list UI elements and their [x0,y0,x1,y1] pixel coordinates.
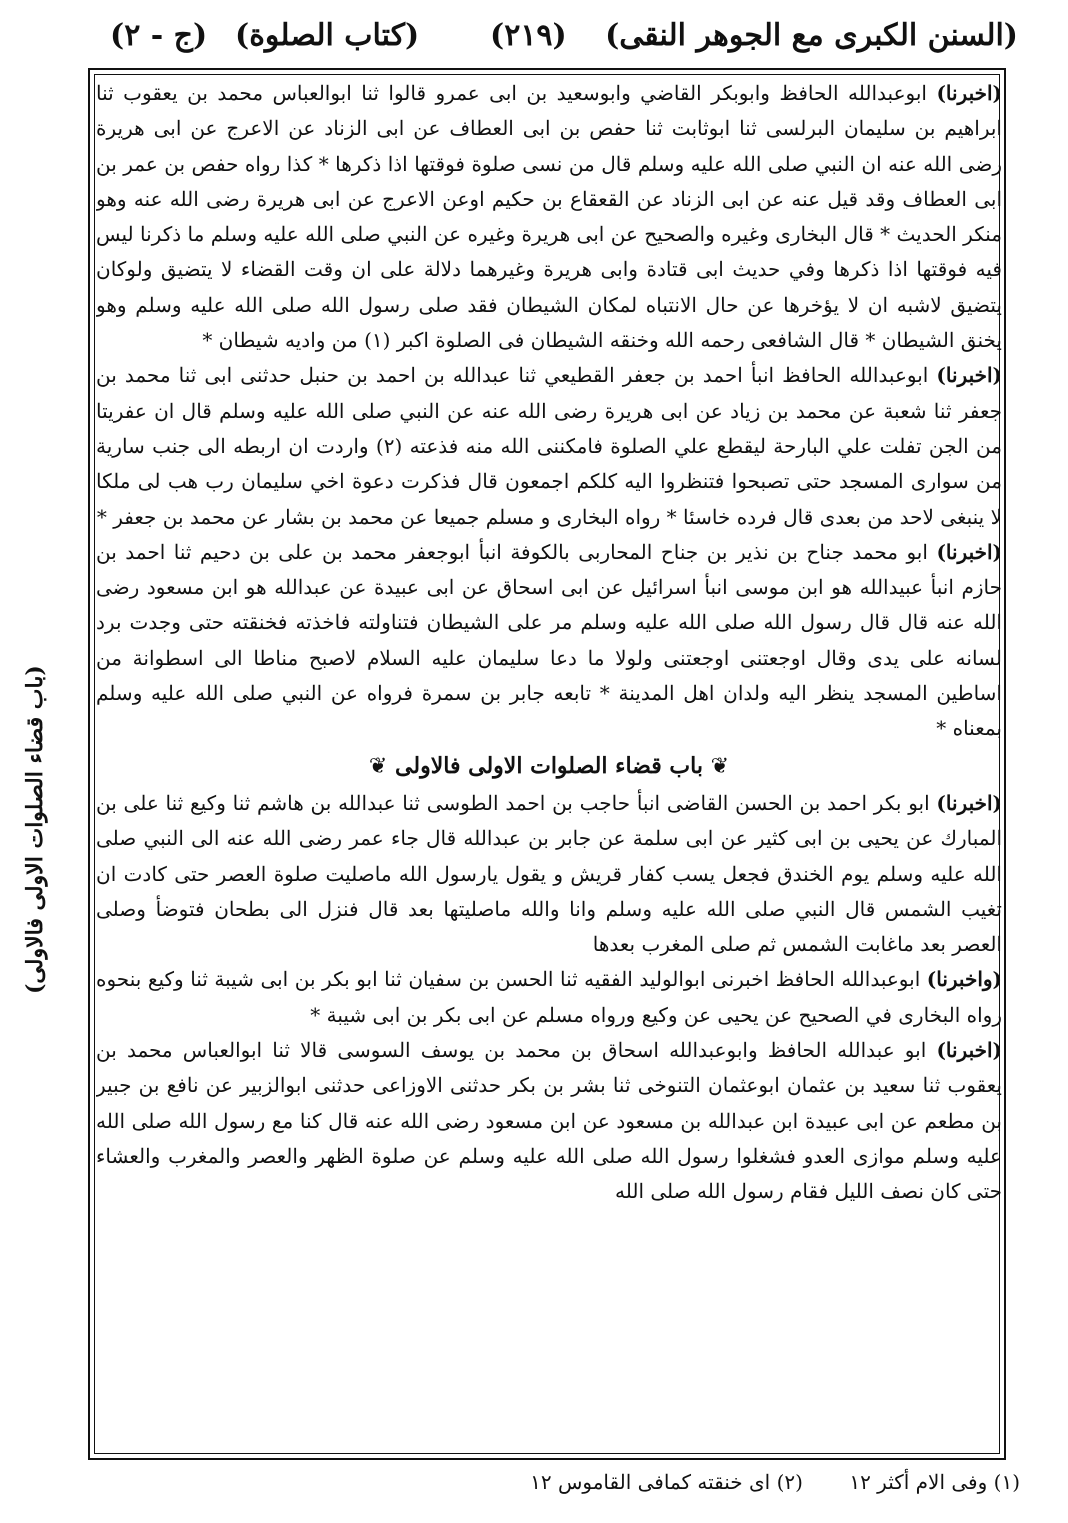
running-title: (السنن الكبرى مع الجوهر النقى) [605,18,1018,53]
ornament-left: ❦ [368,753,388,779]
main-text [96,76,1002,1456]
footnote: (١) وفى الام أكثر ١٢ [849,1470,1020,1494]
paragraph-text: ابو عبدالله الحافظ وابوعبدالله اسحاق بن محمد بن يوسف السوسى قالا ثنا ابوالعباس محمد بن يعقوب ثنا سعيد بن عثمان ابوعثمان التنوخى ثنا بشر بن بكر حدثنى الاوزاعى حدثنى ابوالزبير عن نافع بن جبير بن مطعم عن ابى عبيدة ابن عبدالله بن مسعود عن ابن مسعود رضى الله عنه قال كنا مع رسول الله صلى الله عليه وسلم موازى العدو فشغلوا رسول الله صلى الله عليه وسلم عن صلوة الظهر والعصر والمغرب والعشاء حتى كان نصف الليل فقام رسول الله صلى الله [96,1038,1002,1204]
side-margin-note: (باب قضاء الصلوات الاولى فالاولى) [22,665,48,995]
paragraph-lead: (اخبرنا) [936,363,1002,388]
paragraph-text: ابو محمد جناح بن نذير بن جناح المحاربى بالكوفة انبأ ابوجعفر محمد بن على بن دحيم ثنا احمد بن حازم انبأ عبيدالله هو ابن موسى انبأ اسرائيل عن ابى اسحاق عن ابى عبيدة عن عبدالله هو ابن مسعود رضى الله عنه قال قال رسول الله صلى الله عليه وسلم مر على الشيطان فتناولته فاخذته فخنقته حتى وجدت برد لسانه على يدى وقال اوجعتنى اوجعتنى ولولا ما دعا سليمان عليه السلام لاصبح مناطا الى اسطوانة من اساطين المسجد ينظر اليه ولدان اهل المدينة * تابعه جابر بن سمرة فرواه عن النبي صلى الله عليه وسلم بمعناه * [96,539,1002,741]
paragraph-lead: (واخبرنا) [926,967,1002,992]
paragraph-text: ابوعبدالله الحافظ اخبرنى ابوالوليد الفقيه ثنا الحسن بن سفيان ثنا ابو بكر بن ابى شيبة ثنا وكيع بنحوه رواه البخارى في الصحيح عن يحيى عن وكيع ورواه مسلم عن ابى بكر بن ابى شيبة * [96,967,1002,1027]
paragraph [96,962,1002,1033]
paragraph-lead: (اخبرنا) [936,790,1002,815]
paragraph [96,76,1002,358]
paragraph-lead: (اخبرنا) [936,1038,1002,1063]
paragraph-lead: (اخبرنا) [936,539,1002,564]
footnotes [80,1470,1020,1494]
paragraph-text: ابوعبدالله الحافظ وابوبكر القاضي وابوسعيد بن ابى عمرو قالوا ثنا ابوالعباس محمد بن يعقوب ثنا ابراهيم بن سليمان البرلسى ثنا ابوثابت ثنا حفص بن ابى العطاف عن ابى الزناد عن الاعرج عن ابى هريرة رضى الله عنه ان النبي صلى الله عليه وسلم قال من نسى صلوة فوقتها اذا ذكرها * كذا رواه حفص بن عمر بن ابى العطاف وقد قيل عنه عن ابى الزناد عن القعقاع بن حكيم اوعن الاعرج عن ابى هريرة رضى الله عنه وهو منكر الحديث * قال البخارى وغيره والصحيح عن ابى هريرة وغيره عن النبي صلى الله عليه وسلم ما ذكرنا ليس فيه فوقتها اذا ذكرها وفي حديث ابى قتادة وابى هريرة وغيرهما دلالة على ان وقت القضاء لا يتضيق ولوكان يتضيق لاشبه ان لا يؤخرها عن حال الانتباه لمكان الشيطان فقد صلى رسول الله صلى الله عليه وسلم وهو يخنق الشيطان * قال الشافعى رحمه الله وخنقه الشيطان فى الصلوة اكبر (١) من واديه شيطان * [96,81,1002,353]
chapter-heading [96,749,1002,784]
ornament-right: ❦ [710,753,730,779]
paragraph [96,1033,1002,1209]
chapter-heading-text: باب قضاء الصلوات الاولى فالاولى [395,752,703,779]
paragraph [96,786,1002,962]
volume-number: (ج - ٢) [110,18,208,53]
paragraph [96,358,1002,534]
paragraph-text: ابو بكر احمد بن الحسن القاضى انبأ حاجب بن احمد الطوسى ثنا عبدالله بن هاشم ثنا وكيع ثنا على بن المبارك عن يحيى بن ابى كثير عن ابى سلمة عن جابر بن عبدالله قال جاء عمر رضى الله عنه الى النبي صلى الله عليه وسلم يوم الخندق فجعل يسب كفار قريش و يقول يارسول الله ماصليت صلوة العصر حتى كادت ان تغيب الشمس قال النبي صلى الله عليه وسلم وانا والله ماصليتها بعد قال فنزل الى بطحان فتوضأ وصلى العصر بعد ماغابت الشمس ثم صلى المغرب بعدها [96,790,1002,957]
page-number: (٢١٩) [490,18,567,53]
footnote: (٢) اى خنقته كمافى القاموس ١٢ [530,1470,803,1494]
page-header [0,0,1068,70]
paragraph [96,535,1002,747]
paragraph-text: ابوعبدالله الحافظ انبأ احمد بن جعفر القطيعي ثنا عبدالله بن احمد بن حنبل حدثنى ابى ثنا محمد بن جعفر ثنا شعبة عن محمد بن زياد عن ابى هريرة رضى الله عنه عن النبي صلى الله عليه وسلم قال ان عفريتا من الجن تفلت علي البارحة ليقطع علي الصلوة فامكننى الله منه فذعته (٢) واردت ان اربطه الى جنب سارية من سوارى المسجد حتى تصبحوا فتنظروا اليه كلكم اجمعون قال فذكرت دعوة اخي سليمان رب هب لى ملكا لا ينبغى لاحد من بعدى قال فرده خاسئا * رواه البخارى و مسلم جميعا عن محمد بن بشار عن محمد بن جعفر * [96,363,1002,529]
book-title: (كتاب الصلوة) [235,18,420,53]
paragraph-lead: (اخبرنا) [936,81,1002,105]
